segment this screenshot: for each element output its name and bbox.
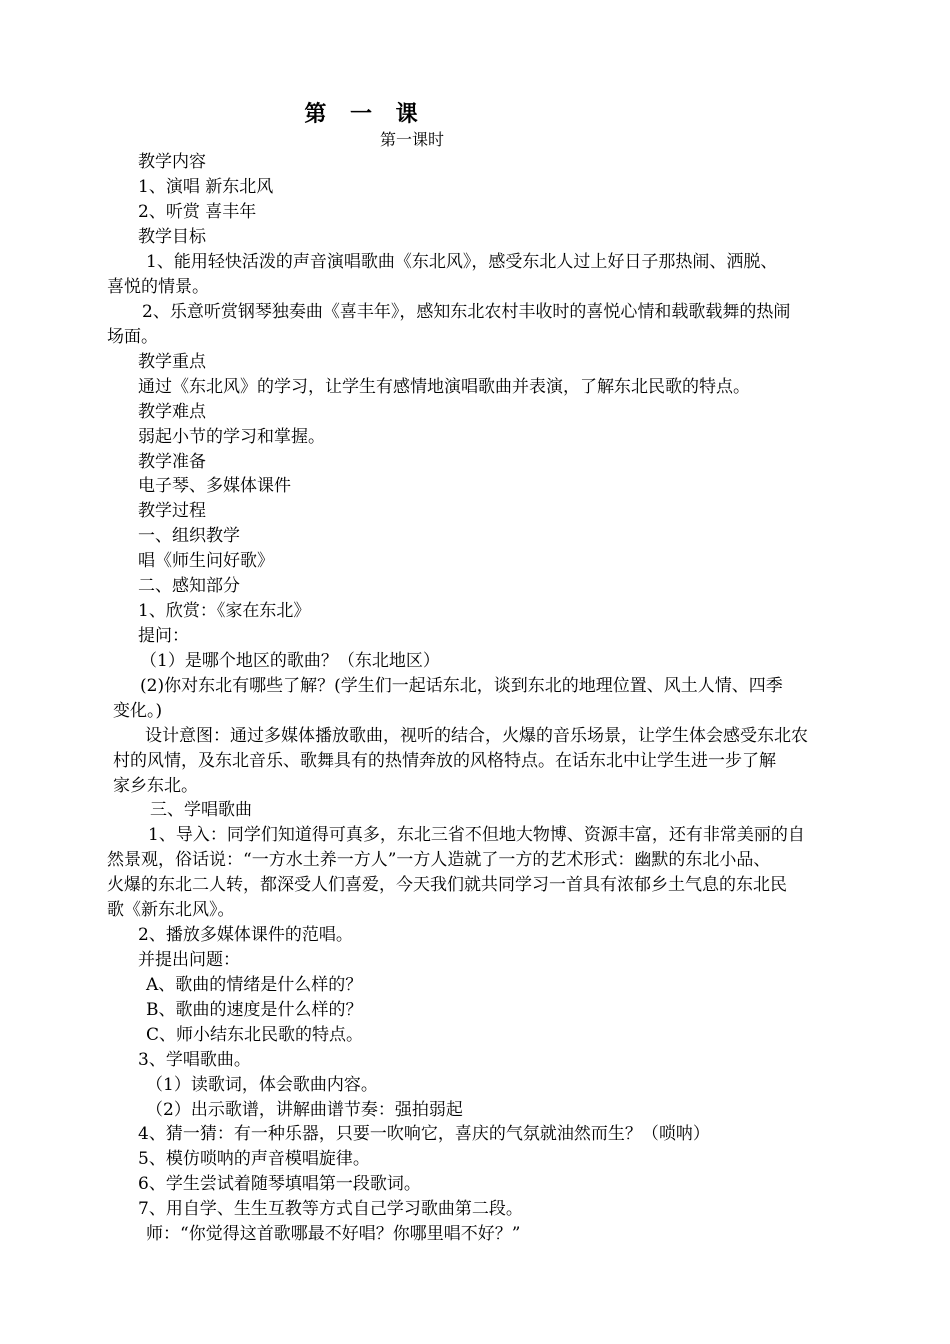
text-line: 1、演唱 新东北风 bbox=[138, 177, 274, 197]
text-line: （1）是哪个地区的歌曲？（东北地区） bbox=[140, 651, 440, 671]
text-line: (2)你对东北有哪些了解？(学生们一起话东北，谈到东北的地理位置、风土人情、四季 bbox=[140, 676, 783, 696]
lesson-title: 第 一 课 bbox=[304, 101, 426, 127]
text-line: 2、听赏 喜丰年 bbox=[138, 202, 257, 222]
text-line: 1、能用轻快活泼的声音演唱歌曲《东北风》，感受东北人过上好日子那热闹、洒脱、 bbox=[146, 252, 778, 272]
text-line: 一、组织教学 bbox=[138, 526, 240, 546]
text-line: （2）出示歌谱，讲解曲谱节奏：强拍弱起 bbox=[146, 1100, 463, 1120]
text-line: 2、乐意听赏钢琴独奏曲《喜丰年》，感知东北农村丰收时的喜悦心情和载歌载舞的热闹 bbox=[142, 302, 791, 322]
text-line: 设计意图：通过多媒体播放歌曲，视听的结合，火爆的音乐场景，让学生体会感受东北农 bbox=[145, 726, 808, 746]
text-line: 师：“你觉得这首歌哪最不好唱？你哪里唱不好？” bbox=[146, 1224, 521, 1244]
text-line: A、歌曲的情绪是什么样的？ bbox=[146, 975, 363, 995]
text-line: 1、欣赏：《家在东北》 bbox=[138, 601, 311, 621]
text-line: 通过《东北风》的学习，让学生有感情地演唱歌曲并表演，了解东北民歌的特点。 bbox=[138, 377, 750, 397]
text-line: 喜悦的情景。 bbox=[107, 277, 209, 297]
text-line: 二、感知部分 bbox=[138, 576, 240, 596]
text-line: 歌《新东北风》。 bbox=[107, 900, 235, 920]
text-line: 教学难点 bbox=[138, 402, 206, 422]
text-line: 场面。 bbox=[107, 327, 158, 347]
text-line: 4、猜一猜：有一种乐器，只要一吹响它，喜庆的气氛就油然而生？（唢呐） bbox=[138, 1124, 710, 1144]
text-line: 家乡东北。 bbox=[113, 776, 198, 796]
text-line: 2、播放多媒体课件的范唱。 bbox=[138, 925, 353, 945]
text-line: 教学内容 bbox=[138, 152, 206, 172]
text-line: 村的风情，及东北音乐、歌舞具有的热情奔放的风格特点。在话东北中让学生进一步了解 bbox=[113, 751, 776, 771]
text-line: 提问： bbox=[138, 626, 189, 646]
text-line: 教学目标 bbox=[138, 227, 206, 247]
text-line: 7、用自学、生生互教等方式自己学习歌曲第二段。 bbox=[138, 1199, 523, 1219]
text-line: 电子琴、多媒体课件 bbox=[138, 476, 291, 496]
text-line: B、歌曲的速度是什么样的？ bbox=[146, 1000, 363, 1020]
text-line: 5、模仿唢呐的声音模唱旋律。 bbox=[138, 1149, 370, 1169]
text-line: 并提出问题： bbox=[138, 950, 240, 970]
lesson-subtitle: 第一课时 bbox=[380, 130, 445, 149]
text-line: 1、导入：同学们知道得可真多，东北三省不但地大物博、资源丰富，还有非常美丽的自 bbox=[148, 825, 805, 845]
text-line: （1）读歌词，体会歌曲内容。 bbox=[146, 1075, 378, 1095]
text-line: 教学准备 bbox=[138, 452, 206, 472]
text-line: 三、学唱歌曲 bbox=[150, 800, 252, 820]
text-line: 教学过程 bbox=[138, 501, 206, 521]
text-line: 唱《师生问好歌》 bbox=[138, 551, 274, 571]
text-line: 然景观，俗话说：“一方水土养一方人”一方人造就了一方的艺术形式：幽默的东北小品、 bbox=[107, 850, 771, 870]
text-line: 3、学唱歌曲。 bbox=[138, 1050, 251, 1070]
text-line: 变化。) bbox=[113, 701, 163, 721]
text-line: 6、学生尝试着随琴填唱第一段歌词。 bbox=[138, 1174, 421, 1194]
text-line: 教学重点 bbox=[138, 352, 206, 372]
text-line: C、师小结东北民歌的特点。 bbox=[146, 1025, 364, 1045]
text-line: 火爆的东北二人转，都深受人们喜爱，今天我们就共同学习一首具有浓郁乡土气息的东北民 bbox=[107, 875, 787, 895]
text-line: 弱起小节的学习和掌握。 bbox=[138, 427, 325, 447]
